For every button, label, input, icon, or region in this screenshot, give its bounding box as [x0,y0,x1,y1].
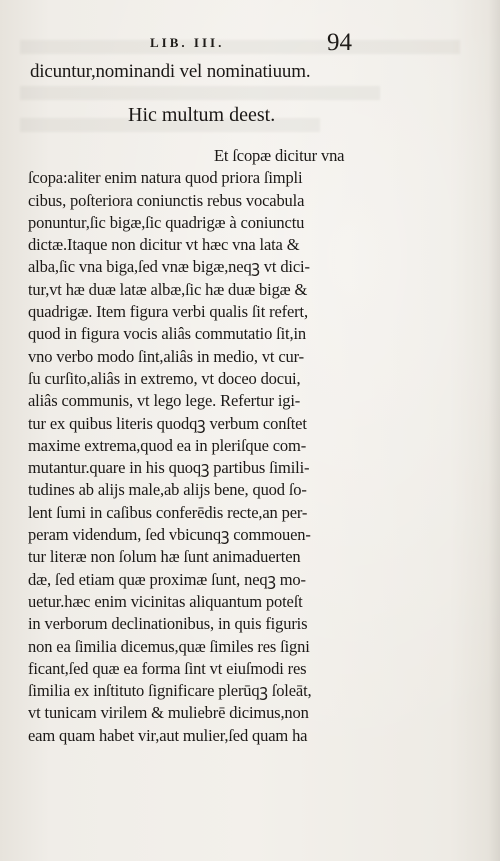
text-line: tur literæ non ſolum hæ ſunt animaduerten [28,547,301,567]
text-line: cibus, poſteriora coniunctis rebus vocabula [28,190,305,210]
text-line: aliâs communis, vt lego lege. Refertur igi- [28,391,301,411]
text-line: non ea ſimilia dicemus,quæ ſimiles res ſigni [28,636,310,656]
first-text-line: dicuntur,nominandi vel nominatiuum. [30,61,311,82]
text-line: dictæ.Itaque non dicitur vt hæc vna lata & [28,235,300,255]
text-line: alba,ſic vna biga,ſed vnæ bigæ,neqꝫ vt dici- [28,257,310,277]
bleed-through [20,86,380,100]
page-number: 94 [327,29,352,56]
text-line: tur,vt hæ duæ latæ albæ,ſic hæ duæ bigæ & [28,279,308,299]
text-line: tudines ab alijs male,ab alijs bene, quod ſo- [28,480,307,500]
text-line: peram videndum, ſed vbicunqꝫ commouen- [28,525,311,545]
text-line: tur ex quibus literis quodqꝫ verbum conſtet [28,413,307,433]
text-line: mutantur.quare in his quoqꝫ partibus ſimili- [28,458,310,478]
text-line: quadrigæ. Item figura verbi qualis ſit refert, [28,302,308,322]
text-line: maxime extrema,quod ea in pleriſque com- [28,435,307,455]
text-line: in verborum declinationibus, in quis figuris [28,614,308,634]
body-text [28,145,468,747]
text-line: quod in figura vocis aliâs commutatio ſit,in [28,324,306,344]
text-line: dæ, ſed etiam quæ proximæ ſunt, neqꝫ mo- [28,569,306,589]
text-line: ſu curſito,aliâs in extremo, vt doceo docui, [28,368,301,388]
text-line: vt tunicam virilem & muliebrē dicimus,non [28,703,309,723]
text-line: Et ſcopæ dicitur vna [214,146,345,165]
text-line: ponuntur,ſic bigæ,ſic quadrigæ à coniunctu [28,212,305,232]
running-head: LIB. III. [150,35,225,50]
text-line: vno verbo modo ſint,aliâs in medio, vt cur- [28,346,304,366]
section-heading: Hic multum deest. [128,104,276,126]
text-line: lent ſumi in caſibus conferēdis recte,an per- [28,502,308,522]
text-line: ficant,ſed quæ ea forma ſint vt eiuſmodi res [28,658,307,678]
text-line: ſcopa:aliter enim natura quod priora ſimpli [28,168,303,188]
text-line: uetur.hæc enim vicinitas aliquantum poteſt [28,591,303,611]
text-line: eam quam habet vir,aut mulier,ſed quam ha [28,725,308,745]
text-line: ſimilia ex inſtituto ſignificare plerūqꝫ ſoleāt, [28,681,312,701]
page-edge-shadow [488,0,500,861]
